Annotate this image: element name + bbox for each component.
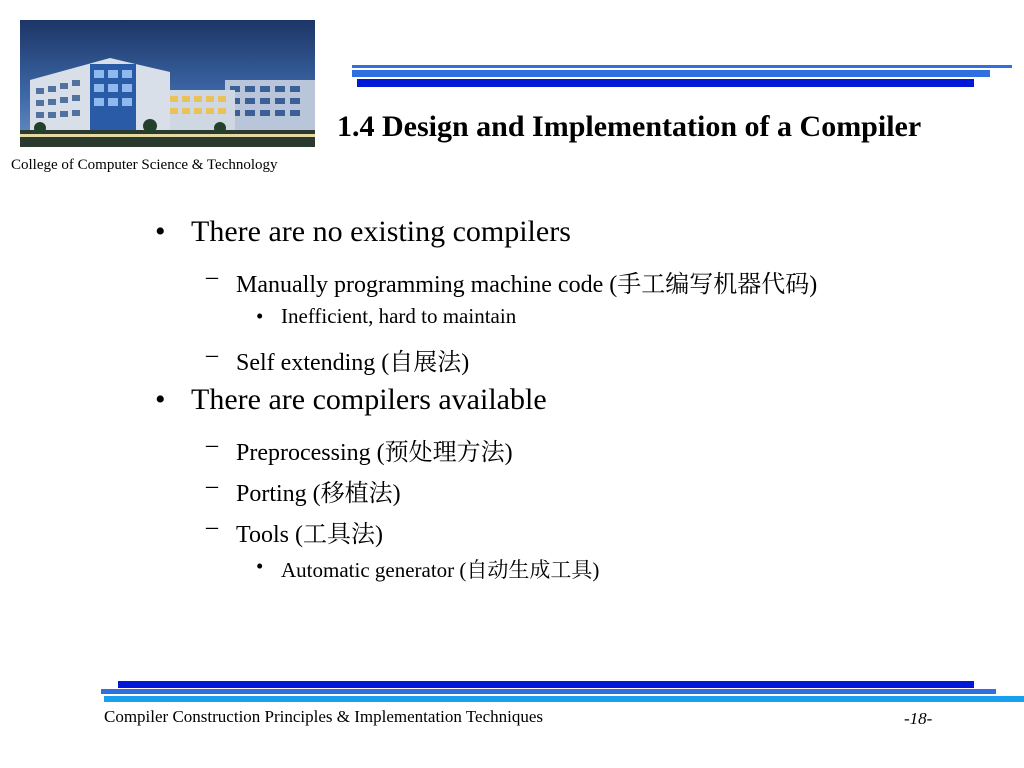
- sub-bullet-text: Preprocessing (预处理方法): [236, 440, 513, 466]
- bullet-marker: •: [256, 304, 264, 328]
- sub-sub-bullet-text: Automatic generator (自动生成工具): [281, 558, 600, 582]
- dash-marker: –: [206, 514, 218, 540]
- dash-marker: –: [206, 432, 218, 458]
- header-stripe-blue: [352, 70, 990, 77]
- header-stripe-thin: [352, 65, 1012, 68]
- footer-stripe-light-blue: [104, 696, 1024, 702]
- dash-marker: –: [206, 473, 218, 499]
- bullet-marker: •: [155, 383, 166, 416]
- page-number: -18-: [904, 709, 933, 728]
- sub-sub-bullet-text: Inefficient, hard to maintain: [281, 304, 517, 328]
- campus-building-photo: [20, 20, 315, 147]
- bullet-text: There are compilers available: [191, 383, 547, 416]
- bullet-marker: •: [256, 554, 264, 578]
- footer-course-title: Compiler Construction Principles & Implementation Techniques: [104, 707, 544, 726]
- header-stripe-dark-blue: [357, 79, 974, 87]
- sub-bullet-text: Manually programming machine code (手工编写机器代码): [236, 272, 818, 298]
- bullet-text: There are no existing compilers: [191, 215, 571, 248]
- footer-stripe-blue: [101, 689, 996, 694]
- bullet-marker: •: [155, 215, 166, 248]
- sub-bullet-text: Porting (移植法): [236, 481, 401, 507]
- dash-marker: –: [206, 342, 218, 368]
- dash-marker: –: [206, 264, 218, 290]
- slide-title: 1.4 Design and Implementation of a Compiler: [337, 110, 922, 143]
- sub-bullet-text: Tools (工具法): [236, 522, 383, 548]
- college-name: College of Computer Science & Technology: [11, 157, 278, 173]
- sub-bullet-text: Self extending (自展法): [236, 350, 470, 376]
- footer-stripe-dark-blue: [118, 681, 974, 688]
